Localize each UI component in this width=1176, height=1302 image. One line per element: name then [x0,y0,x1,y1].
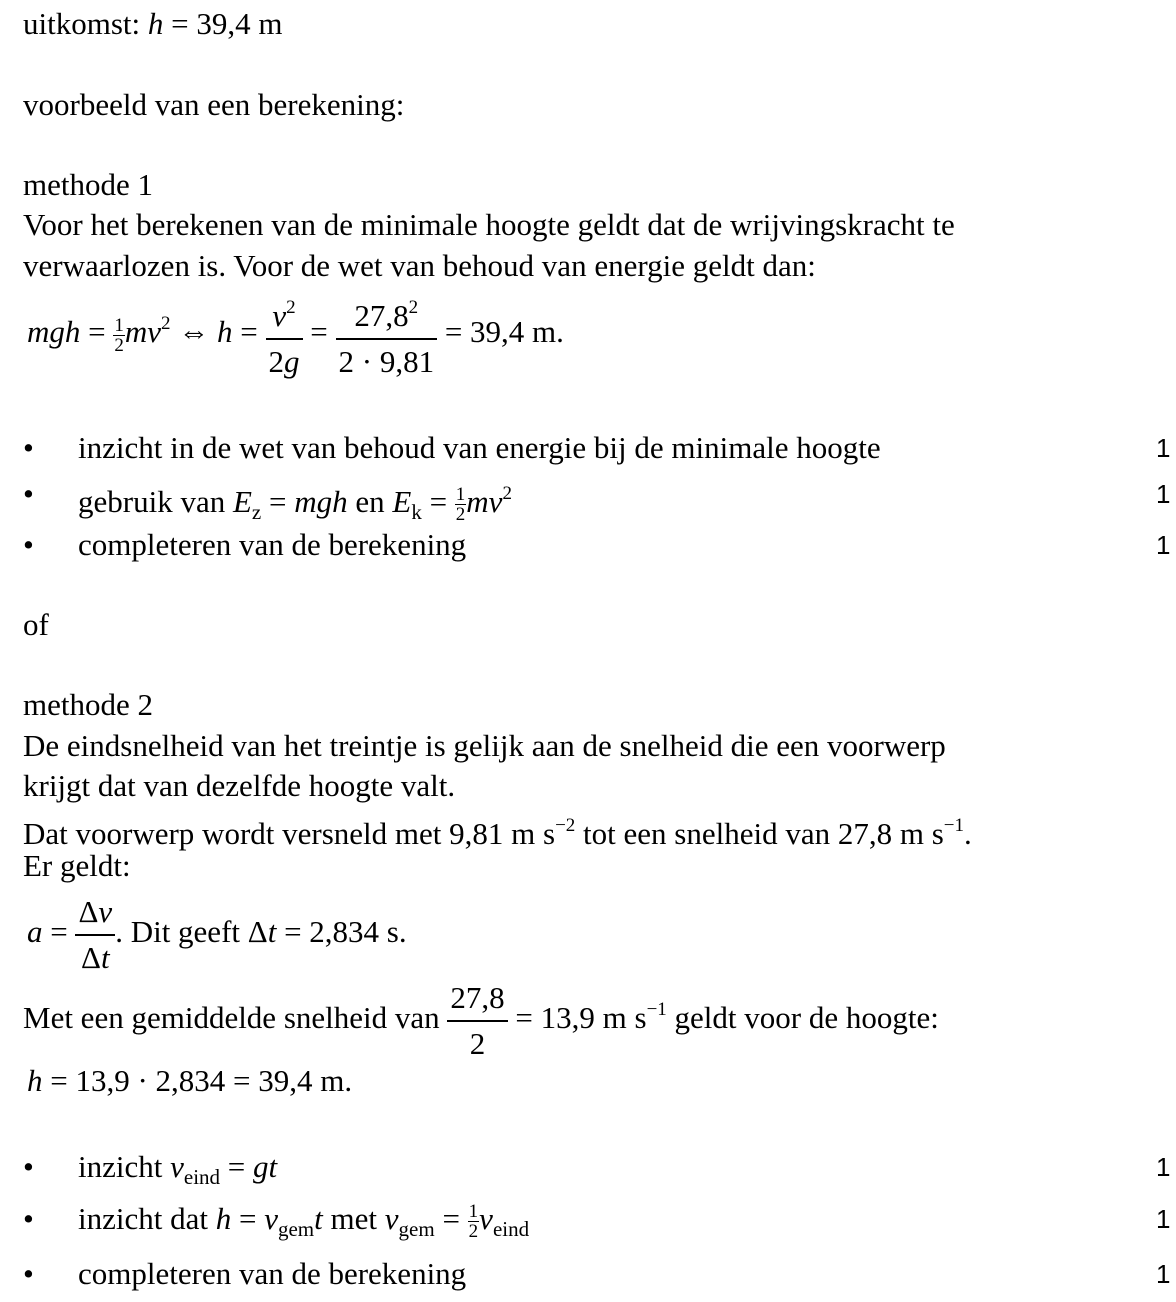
bullet-marker: • [23,527,34,562]
method1-line2: verwaarlozen is. Voor de wet van behoud van energie geldt dan: [23,248,816,283]
method2-line4: Er geldt: [23,848,131,883]
method2-accel-formula: a = $\frac{\Delta v}{\Delta t}$ . Dit geeft Δt = 2,834 s. [27,890,407,980]
result-eq: = 39,4 m [171,6,283,41]
intro-text: voorbeeld van een berekening: [23,87,405,122]
m1-bullet-1-text: inzicht in de wet van behoud van energie bij de minimale hoogte [78,430,881,465]
method2-line2: krijgt dat van dezelfde hoogte valt. [23,768,456,803]
result-label: uitkomst: [23,6,141,41]
m2-bullet-1-text: inzicht $v_{eind}$ = gt [78,1149,278,1189]
result-line [23,6,283,42]
m2-bullet-1-points: 1 [1156,1152,1171,1182]
m2-bullet-3-points: 1 [1156,1259,1171,1289]
m2-bullet-3-text: completeren van de berekening [78,1256,467,1291]
bullet-marker: • [23,1256,34,1291]
bullet-marker: • [23,1149,34,1184]
m2-bullet-2-text: inzicht dat $h = v_{gem}t$ met $v_{gem}$ = $\frac{1}{2}$ $v_{eind}$ [78,1201,530,1243]
method1-line1: Voor het berekenen van de minimale hoogte geldt dat de wrijvingskracht te [23,207,955,242]
bullet-marker: • [23,476,34,511]
result-var: h [147,6,164,41]
method1-title: methode 1 [23,167,153,202]
m1-bullet-3-points: 1 [1156,530,1171,560]
m1-bullet-2-points: 1 [1156,479,1171,509]
method2-h-calc: h = 13,9 · 2,834 = 39,4 m. [27,1063,353,1098]
m1-bullet-2-text: gebruik van $E_z$ = mgh en $E_k$ = $\frac{1}{2}$ $mv^2$ [78,483,512,526]
bullet-marker: • [23,430,34,465]
method2-line3: Dat voorwerp wordt versneld met 9,81 m $s^{-2}$ tot een snelheid van 27,8 m $s^{-1}$. [23,815,972,851]
m2-bullet-2-points: 1 [1156,1204,1171,1234]
m1-bullet-1-points: 1 [1156,433,1171,463]
method1-formula-end: = 39,4 m. [444,314,564,350]
method2-title: methode 2 [23,687,153,722]
method2-avg-line: Met een gemiddelde snelheid van $\frac{27,8}{2}$ = 13,9 m $s^{-1}$ geldt voor de hoogte: [23,976,939,1066]
method1-formula: mgh = $\frac{1}{2}$ $mv^2$ ⇔ h = $\frac{v^2}{2g}$ = $\frac{27,8^2}{2 \cdot 9,81}$ = 39,4 m. [27,286,564,384]
or-text: of [23,607,49,642]
bullet-marker: • [23,1201,34,1236]
method2-line1: De eindsnelheid van het treintje is gelijk aan de snelheid die een voorwerp [23,728,946,763]
m1-bullet-3-text: completeren van de berekening [78,527,467,562]
